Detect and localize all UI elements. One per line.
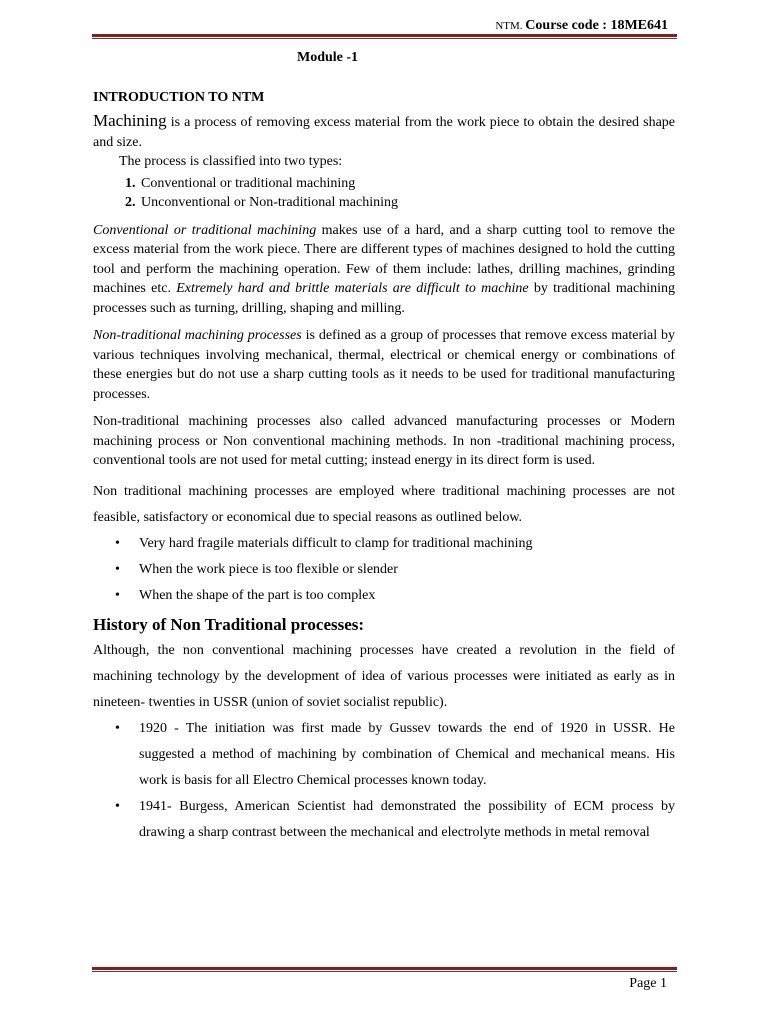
reasons-list — [93, 531, 675, 609]
advanced-paragraph: Non-traditional machining processes also called advanced manufacturing processes or Modern machining process or Non conventional machining methods. In non -traditional machining process, conventional tools are not used for metal cutting; instead energy in its direct form is used. — [93, 414, 675, 468]
history-paragraph: Although, the non conventional machining processes have created a revolution in the field of machining technology by the development of idea of various processes were initiated as early as in nineteen- twenties in USSR (union of soviet socialist republic). — [93, 643, 675, 710]
intro-heading: INTRODUCTION TO NTM — [93, 89, 265, 105]
conventional-paragraph: Conventional or traditional machining makes use of a hard, and a sharp cutting tool to remove the excess material from the work piece. There are different types of machines designed to hold the cutting tool and perform the machining operation. Few of them include: lathes, drilling machines, grinding machines etc. Extremely hard and brittle materials are difficult to machine by traditional machining processes such as turning, drilling, shaping and milling. — [93, 222, 676, 316]
header-rule — [92, 34, 677, 39]
list-item: 1. Conventional or traditional machining — [139, 174, 675, 194]
nontraditional-paragraph: Non-traditional machining processes is defined as a group of processes that remove excess material by various techniques involving mechanical, thermal, electrical or chemical energy or combinations of these energies but do not use a sharp cutting tools as it needs to be used for traditional manufacturing processes. — [93, 328, 675, 402]
footer-rule — [92, 967, 677, 972]
intro-paragraph: Machining is a process of removing excess material from the work piece to obtain the desired shape and size. — [93, 111, 675, 150]
page-number: Page 1 — [629, 976, 667, 991]
page-header — [495, 18, 668, 34]
page-body — [93, 48, 675, 846]
list-item: • When the work piece is too flexible or slender — [139, 557, 675, 583]
history-list — [93, 716, 675, 846]
lead-word: Machining — [93, 111, 167, 130]
history-heading: History of Non Traditional processes: — [93, 614, 365, 634]
course-code: Course code : 18ME641 — [525, 18, 668, 33]
employed-paragraph: Non traditional machining processes are employed where traditional machining processes are not feasible, satisfactory or economical due to special reasons as outlined below. — [93, 483, 675, 525]
header-prefix: NTM. — [495, 20, 523, 32]
module-title: Module -1 — [297, 50, 359, 65]
list-item: • 1920 - The initiation was first made by Gussev towards the end of 1920 in USSR. He suggested a method of machining by combination of Chemical and mechanical means. His work is basis for all Electro Chemical processes known today. — [139, 716, 675, 794]
types-list — [93, 174, 675, 213]
list-item: • When the shape of the part is too complex — [139, 583, 675, 609]
list-item: 2. Unconventional or Non-traditional machining — [139, 193, 675, 213]
list-item: • Very hard fragile materials difficult to clamp for traditional machining — [139, 531, 675, 557]
classified-line: The process is classified into two types: — [119, 154, 343, 169]
list-item: • 1941- Burgess, American Scientist had demonstrated the possibility of ECM process by drawing a sharp contrast between the mechanical and electrolyte methods in metal removal — [139, 794, 675, 846]
